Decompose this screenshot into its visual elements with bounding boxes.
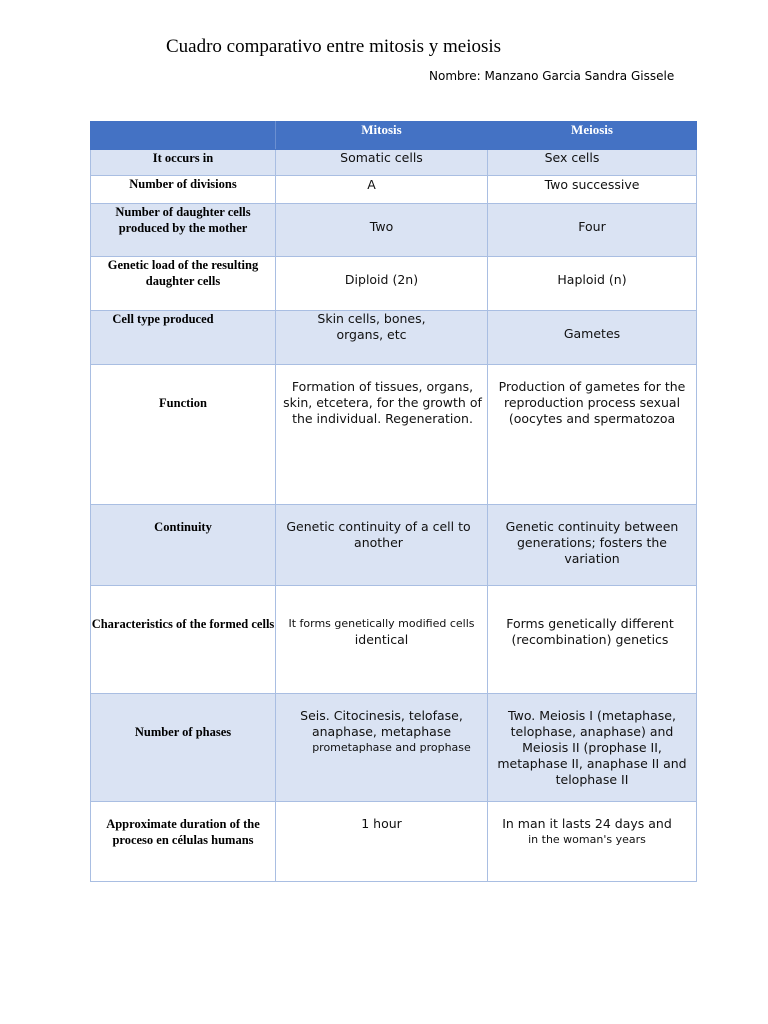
author-name: Nombre: Manzano Garcia Sandra Gissele xyxy=(429,69,675,83)
meiosis-cell: Haploid (n) xyxy=(488,257,697,311)
mitosis-cell: 1 hour xyxy=(276,802,488,882)
mitosis-cell: A xyxy=(276,176,488,204)
row-label: Number of phases xyxy=(91,694,276,802)
row-label: Number of daughter cells produced by the mother xyxy=(91,204,276,257)
table-row xyxy=(91,204,697,257)
mitosis-cell xyxy=(276,694,488,802)
document-title: Cuadro comparativo entre mitosis y meiosis xyxy=(166,36,502,57)
meiosis-cell: Four xyxy=(488,204,697,257)
header-meiosis: Meiosis xyxy=(488,122,697,150)
row-label: It occurs in xyxy=(91,150,276,176)
row-label: Characteristics of the formed cells xyxy=(91,586,276,694)
meiosis-cell: Genetic continuity between generations; fosters the variation xyxy=(488,505,697,586)
header-row xyxy=(91,122,697,150)
table-row xyxy=(91,365,697,505)
meiosis-cell: Production of gametes for the reproduction process sexual (oocytes and spermatozoa xyxy=(488,365,697,505)
row-label: Genetic load of the resulting daughter cells xyxy=(91,257,276,311)
table-row xyxy=(91,176,697,204)
comparison-table xyxy=(90,121,697,882)
mitosis-cell xyxy=(276,586,488,694)
mitosis-cell: Two xyxy=(276,204,488,257)
meiosis-cell: Forms genetically different (recombination) genetics xyxy=(488,586,697,694)
mitosis-text: identical xyxy=(354,632,409,647)
row-label: Number of divisions xyxy=(91,176,276,204)
table-row xyxy=(91,257,697,311)
mitosis-text: Seis. Citocinesis, telofase, anaphase, metaphase xyxy=(300,708,463,739)
header-mitosis: Mitosis xyxy=(276,122,488,150)
header-blank xyxy=(91,122,276,150)
meiosis-cell: Two successive xyxy=(488,176,697,204)
meiosis-small-text: in the woman's years xyxy=(528,833,646,846)
mitosis-cell: Genetic continuity of a cell to another xyxy=(276,505,488,586)
table-row xyxy=(91,311,697,365)
mitosis-cell: Formation of tissues, organs, skin, etcetera, for the growth of the individual. Regeneration. xyxy=(276,365,488,505)
row-label: Approximate duration of the proceso en células humans xyxy=(91,802,276,882)
table-row xyxy=(91,150,697,176)
table-row xyxy=(91,802,697,882)
table-row xyxy=(91,586,697,694)
meiosis-cell: Sex cells xyxy=(488,150,697,176)
mitosis-cell: Somatic cells xyxy=(276,150,488,176)
row-label: Function xyxy=(91,365,276,505)
table-row xyxy=(91,505,697,586)
meiosis-cell: Two. Meiosis I (metaphase, telophase, anaphase) and Meiosis II (prophase II, metaphase II, anaphase II and telophase II xyxy=(488,694,697,802)
row-label: Continuity xyxy=(91,505,276,586)
meiosis-cell: Gametes xyxy=(488,311,697,365)
table-row xyxy=(91,694,697,802)
row-label: Cell type produced xyxy=(91,311,276,365)
mitosis-small-text: prometaphase and prophase xyxy=(312,741,471,754)
mitosis-cell: Skin cells, bones, organs, etc xyxy=(276,311,488,365)
meiosis-text: In man it lasts 24 days and xyxy=(502,816,672,831)
mitosis-cell: Diploid (2n) xyxy=(276,257,488,311)
mitosis-small-text: It forms genetically modified cells xyxy=(288,617,475,630)
meiosis-cell xyxy=(488,802,697,882)
